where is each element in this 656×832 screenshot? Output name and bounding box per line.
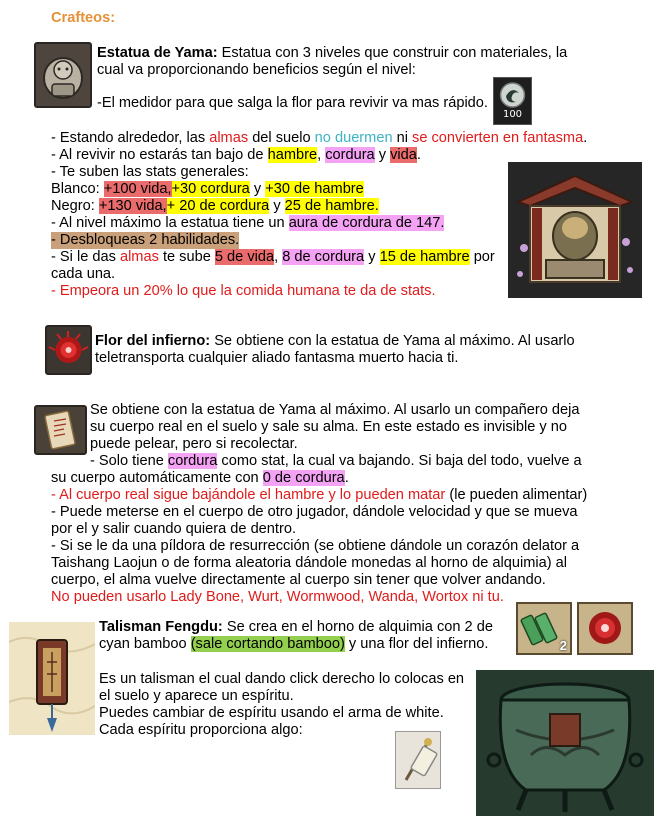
hell-flower-ingredient-icon (577, 602, 633, 655)
section-title: Crafteos: (51, 10, 116, 26)
b6-cordura: 8 de cordura (282, 249, 365, 265)
b2-c: , (317, 147, 326, 163)
flor-desc-2: teletransporta cualquier aliado fantasma muerto hacia ti. (95, 350, 459, 366)
scroll-l3: puede pelear, pero si recolectar. (90, 436, 298, 452)
talisman-map-image (9, 622, 95, 735)
bamboo-count: 2 (559, 638, 567, 653)
talisman-title-line (99, 619, 493, 636)
scroll-l8: por el y salir cuando quiera de dentro. (51, 521, 297, 537)
scroll-l9: - Si se le da una píldora de resurrección (se obtiene dándole un corazón delator a (51, 538, 580, 554)
b1-almas: almas (209, 130, 249, 146)
talisman-desc-2 (99, 636, 488, 653)
b1-a: - Estando alrededor, las (51, 130, 210, 146)
b2-e: y (374, 147, 391, 163)
negro-label: Negro: (51, 198, 99, 214)
b1-e: ni (392, 130, 413, 146)
hell-flower-icon (45, 325, 92, 375)
talisman-cauldron-image (476, 670, 654, 816)
yama-negro (51, 198, 379, 215)
blanco-hambre: +30 de hambre (265, 181, 364, 197)
blanco-y: y (249, 181, 266, 197)
cyan-bamboo-icon (516, 602, 572, 655)
talisman-d2: el suelo y aparece un espíritu. (99, 688, 294, 704)
b2-a: - Al revivir no estarás tan bajo de (51, 147, 268, 163)
l6-b: (le pueden alimentar) (445, 487, 588, 503)
yama-bullet-6b: cada una. (51, 266, 116, 282)
b1-c: del suelo (248, 130, 315, 146)
b1-g: . (583, 130, 588, 146)
yama-desc-2: cual va proporcionando beneficios según el nivel: (97, 62, 416, 78)
l5-a: su cuerpo automáticamente con (51, 470, 263, 486)
negro-cordura: + 20 de cordura (166, 198, 270, 214)
b6-a: - Si le das (51, 249, 120, 265)
scroll-l2: su cuerpo real en el suelo y sale su alma. En este estado es invisible y no (90, 419, 567, 435)
talisman-name: Talisman Fengdu: (99, 619, 223, 635)
soul-scroll-icon (34, 405, 87, 455)
yama-bullet-3: - Te suben las stats generales: (51, 164, 249, 180)
l4-a: - Solo tiene (90, 453, 168, 469)
l6-a: - Al cuerpo real sigue bajándole el hambre y lo pueden matar (51, 487, 446, 503)
negro-vida: +130 vida, (98, 198, 167, 214)
negro-y: y (269, 198, 285, 214)
b6-e: , (274, 249, 283, 265)
yama-medidor: -El medidor para que salga la flor para revivir va mas rápido. (97, 95, 488, 111)
talisman-desc-1: Se crea en el horno de alquimia con 2 de (222, 619, 493, 635)
b2-hambre: hambre (267, 147, 318, 163)
b1-fantasma: se convierten en fantasma (412, 130, 584, 146)
yama-bullet-4 (51, 215, 444, 232)
sanity-badge-value: 100 (502, 109, 523, 120)
scroll-l6 (51, 487, 587, 504)
b6-i: por (469, 249, 495, 265)
flor-title-line (95, 333, 575, 350)
scroll-l5 (51, 470, 349, 487)
scroll-l1: Se obtiene con la estatua de Yama al máximo. Al usarlo un compañero deja (90, 402, 580, 418)
flor-name: Flor del infierno: (95, 333, 211, 349)
blanco-cordura: +30 cordura (171, 181, 250, 197)
b6-hambre: 15 de hambre (379, 249, 470, 265)
b6-c: te sube (158, 249, 215, 265)
t2-bamboo: (sale cortando bamboo) (190, 636, 345, 652)
b6-almas: almas (119, 249, 159, 265)
sanity-badge-icon (493, 77, 532, 125)
scroll-l11: cuerpo, el alma vuelve directamente al cuerpo sin tener que volver andando. (51, 572, 546, 588)
yama-name: Estatua de Yama: (97, 45, 218, 61)
b6-vida: 5 de vida (214, 249, 275, 265)
yama-bullet-2 (51, 147, 421, 164)
yama-bullet-7: - Empeora un 20% lo que la comida humana te da de stats. (51, 283, 436, 299)
scroll-l4 (90, 453, 582, 470)
scroll-l7: - Puede meterse en el cuerpo de otro jugador, dándole velocidad y que se mueva (51, 504, 578, 520)
talisman-d3: Puedes cambiar de espíritu usando el arma de white. (99, 705, 444, 721)
b6-g: y (364, 249, 380, 265)
yama-shrine-image (508, 162, 642, 298)
white-weapon-icon (395, 731, 441, 789)
yama-blanco (51, 181, 364, 198)
blanco-label: Blanco: (51, 181, 104, 197)
talisman-d1: Es un talisman el cual dando click derecho lo colocas en (99, 671, 465, 687)
yama-statue-icon (34, 42, 92, 108)
scroll-l10: Taishang Laojun o de forma aleatoria dándole monedas al horno de alquimia) al (51, 555, 567, 571)
l4-c: como stat, la cual va bajando. Si baja del todo, vuelve a (217, 453, 582, 469)
t2-c: y una flor del infierno. (344, 636, 489, 652)
b4-aura: aura de cordura de 147. (288, 215, 445, 231)
yama-bullet-5: - Desbloqueas 2 habilidades. (51, 232, 240, 248)
negro-hambre: 25 de hambre. (284, 198, 379, 214)
b2-vida: vida (390, 147, 417, 163)
l5-c: . (344, 470, 349, 486)
b4-a: - Al nivel máximo la estatua tiene un (51, 215, 289, 231)
l4-cordura: cordura (167, 453, 218, 469)
yama-desc-1: Estatua con 3 niveles que construir con materiales, la (217, 45, 568, 61)
l5-cordura: 0 de cordura (262, 470, 345, 486)
yama-title-line (97, 45, 567, 62)
b1-no-duermen: no duermen (314, 130, 393, 146)
yama-bullet-1 (51, 130, 587, 147)
t2-a: cyan bamboo (99, 636, 191, 652)
blanco-vida: +100 vida, (103, 181, 172, 197)
yama-bullet-6 (51, 249, 495, 266)
scroll-l12: No pueden usarlo Lady Bone, Wurt, Wormwood, Wanda, Wortox ni tu. (51, 589, 504, 605)
b2-cordura: cordura (325, 147, 375, 163)
talisman-d4: Cada espíritu proporciona algo: (99, 722, 303, 738)
flor-desc-1: Se obtiene con la estatua de Yama al máximo. Al usarlo (210, 333, 575, 349)
b2-g: . (416, 147, 421, 163)
